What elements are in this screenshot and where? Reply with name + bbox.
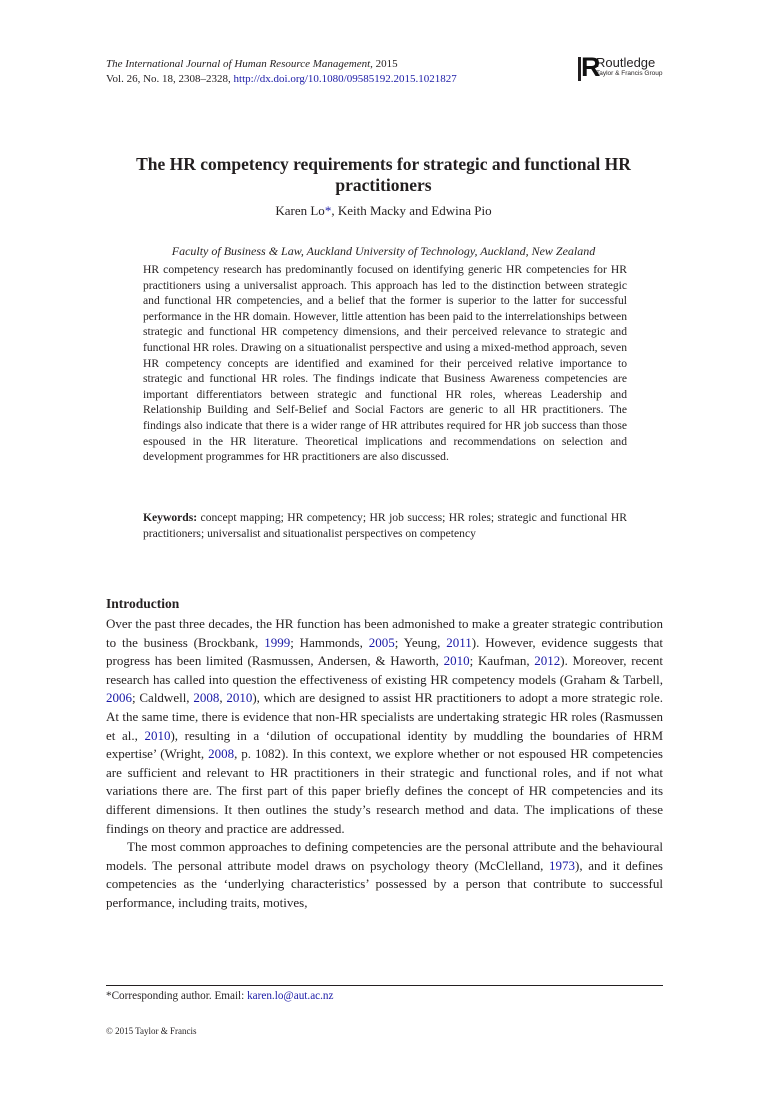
publisher-brand: Routledge bbox=[596, 55, 656, 70]
citation-link[interactable]: 1973 bbox=[549, 857, 575, 873]
author-list bbox=[100, 203, 667, 219]
citation-link[interactable]: 2005 bbox=[368, 634, 395, 650]
citation-link[interactable]: 2011 bbox=[446, 634, 472, 650]
article-title: The HR competency requirements for strategic and functional HR practitioners bbox=[136, 154, 631, 195]
author-email-link[interactable]: karen.lo@aut.ac.nz bbox=[247, 990, 334, 1002]
citation-link[interactable]: 2012 bbox=[534, 653, 561, 669]
volume-info: Vol. 26, No. 18, 2308–2328, bbox=[106, 73, 234, 85]
abstract: HR competency research has predominantly focused on identifying generic HR competencies for HR practitioners using a universalist approach. This approach has led to the distinction between strategic and functional HR competencies, and a belief that the former is superior to the latter for successful performance in the HR domain. However, little attention has been paid to the interrelationships between strategic and functional HR competency dimensions, and their perceived relevance to strategic and functional HR roles. Drawing on a situationalist perspective and using a mixed-method approach, seven HR competency concepts are identified and examined for their perceived relative importance to strategic and functional HR roles. The findings indicate that Business Awareness competencies are important differentiators between strategic and functional HR roles, whereas Leadership and Relationship Building and Self-Belief and Social Factors are generic to all HR practitioners. The findings also indicate that there is a wider range of HR attributes required for HR job success than those espoused in the HR literature. Theoretical implications and recommendations on selection and development programmes for HR practitioners are also discussed. bbox=[143, 263, 627, 464]
journal-volume-line bbox=[106, 72, 457, 87]
citation-link[interactable]: 2010 bbox=[226, 690, 253, 706]
affiliation: Faculty of Business & Law, Auckland University of Technology, Auckland, New Zealand bbox=[171, 244, 596, 258]
footnote bbox=[106, 989, 333, 1003]
routledge-r-icon: R bbox=[578, 56, 592, 82]
citation-link[interactable]: 2008 bbox=[193, 690, 220, 706]
introduction-body bbox=[106, 615, 663, 913]
citation-link[interactable]: 2010 bbox=[443, 653, 470, 669]
publisher-logo-text bbox=[596, 56, 662, 78]
journal-year: , 2015 bbox=[370, 58, 398, 70]
citation-link[interactable]: 2010 bbox=[144, 727, 171, 743]
keywords-label: Keywords: bbox=[143, 511, 198, 524]
author-rest: , Keith Macky and Edwina Pio bbox=[331, 203, 492, 218]
footnote-divider bbox=[106, 985, 663, 986]
keywords bbox=[143, 510, 627, 541]
footnote-text: *Corresponding author. Email: bbox=[106, 990, 248, 1002]
paragraph: The most common approaches to defining competencies are the personal attribute and the behavioural models. The personal attribute model draws on psychology theory (McClelland, 1973), and it defines competencies as the ‘underlying characteristics’ possessed by a person that contribute to successful performance, including traits, motives, bbox=[106, 839, 663, 910]
author-first: Karen Lo bbox=[275, 203, 325, 218]
journal-name: The International Journal of Human Resource Management bbox=[106, 58, 371, 70]
citation-link[interactable]: 2006 bbox=[106, 690, 132, 706]
publisher-logo bbox=[578, 52, 663, 82]
citation-link[interactable]: 1999 bbox=[264, 634, 291, 650]
citation-link[interactable]: 2008 bbox=[208, 746, 235, 762]
copyright: © 2015 Taylor & Francis bbox=[106, 1026, 197, 1036]
journal-title-line bbox=[106, 57, 457, 72]
publisher-group: Taylor & Francis Group bbox=[596, 70, 663, 77]
section-heading-introduction: Introduction bbox=[106, 596, 180, 611]
doi-link[interactable]: http://dx.doi.org/10.1080/09585192.2015.1021827 bbox=[233, 73, 457, 85]
keywords-list: concept mapping; HR competency; HR job success; HR roles; strategic and functional HR practitioners; universalist and situationalist perspectives on competency bbox=[143, 511, 627, 540]
journal-header bbox=[106, 57, 457, 87]
paragraph: Over the past three decades, the HR function has been admonished to make a greater strategic contribution to the business (Brockbank, 1999; Hammonds, 2005; Yeung, 2011). However, evidence suggests that progress has been limited (Rasmussen, Andersen, & Haworth, 2010; Kaufman, 2012). Moreover, recent research has called into question the effectiveness of existing HR competency models (Graham & Tarbell, 2006; Caldwell, 2008, 2010), which are designed to assist HR practitioners to adopt a more strategic role. At the same time, there is evidence that non-HR specialists are undertaking strategic HR roles (Rasmussen et al., 2010), resulting in a ‘dilution of occupational identity by muddling the boundaries of HRM expertise’ (Wright, 2008, p. 1082). In this context, we explore whether or not espoused HR competencies are sufficient and relevant to HR practitioners in their strategic and functional roles, and if not what variations there are. The first part of this paper briefly defines the concept of HR competencies and its different dimensions. It then outlines the study’s research method and data. The implications of these findings on theory and practice are addressed. bbox=[106, 616, 664, 836]
corresponding-author-marker[interactable]: * bbox=[324, 203, 332, 218]
